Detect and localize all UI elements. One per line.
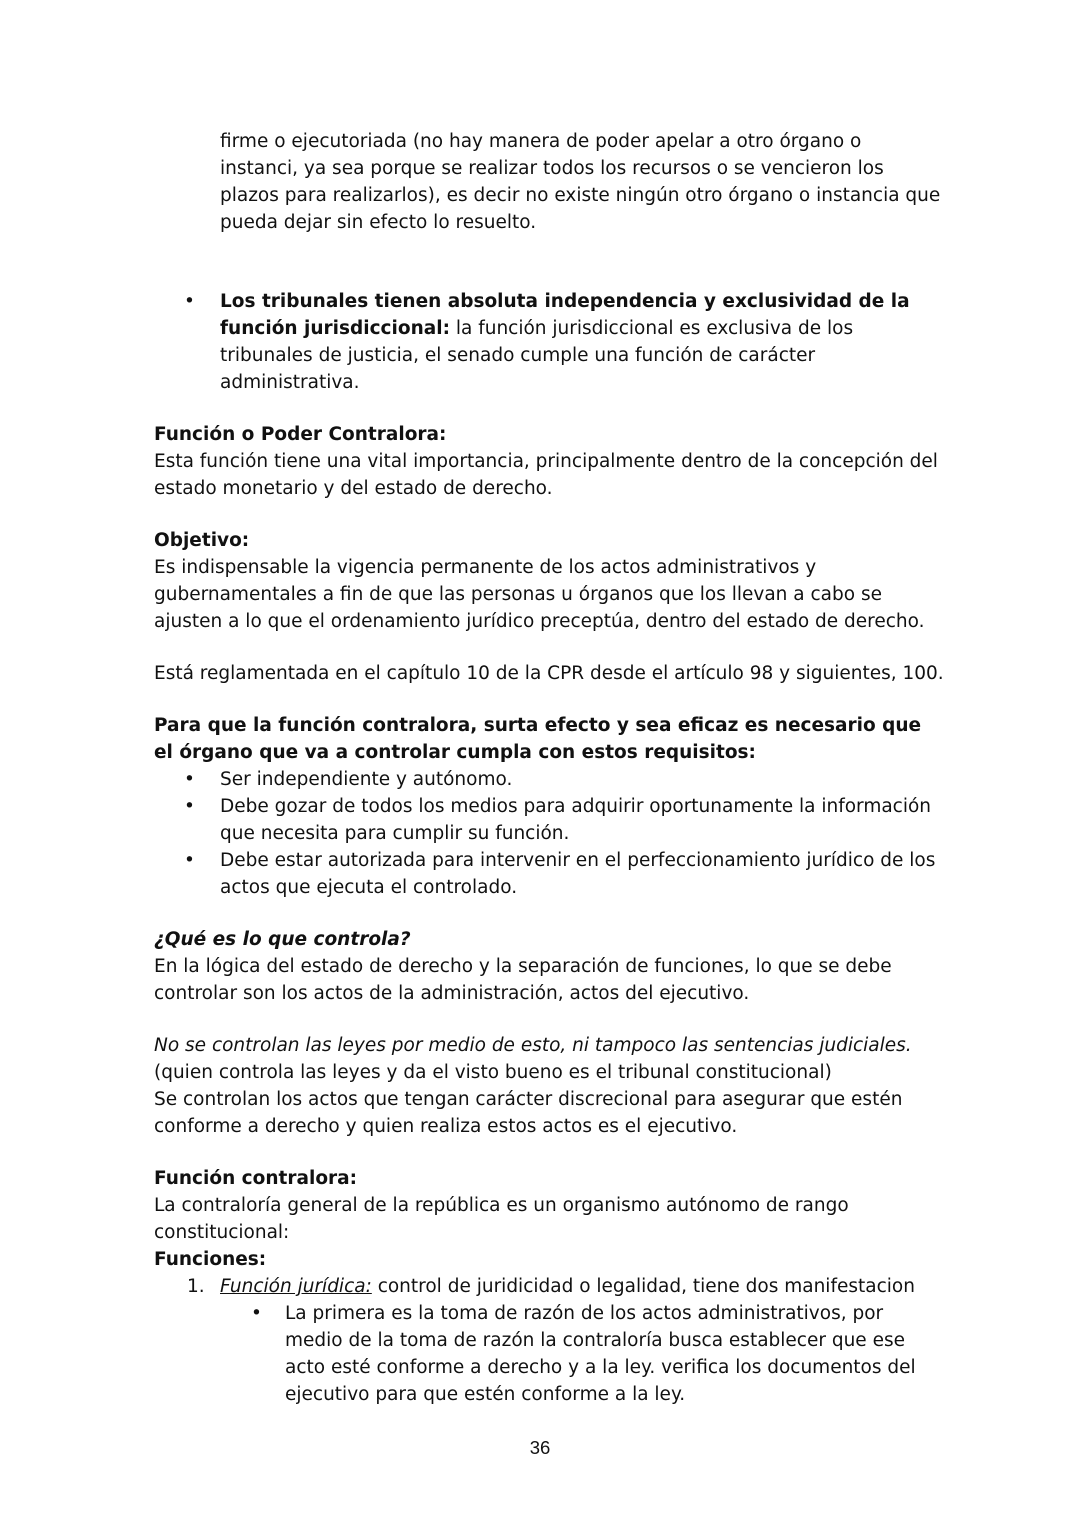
section-heading: Objetivo: — [154, 530, 250, 551]
list-item: • Debe gozar de todos los medios para adquirir oportunamente la información que necesita para cumplir su función. — [154, 793, 944, 847]
section-heading: Función contralora: — [154, 1168, 358, 1189]
list-item: • Debe estar autorizada para intervenir en el perfeccionamiento jurídico de los actos que ejecuta el controlado. — [154, 847, 944, 901]
italic-note: No se controlan las leyes por medio de esto, ni tampoco las sentencias judiciales. — [154, 1035, 912, 1056]
function-label: Función jurídica: — [220, 1276, 372, 1297]
note-line: (quien controla las leyes y da el visto bueno es el tribunal constitucional) — [154, 1062, 832, 1083]
funciones-sublist — [154, 1300, 944, 1408]
list-item — [154, 1273, 944, 1300]
section-heading: Para que la función contralora, surta efecto y sea eficaz es necesario que el órgano que va a controlar cumpla con estos requisitos: — [154, 715, 922, 763]
intro-paragraph: firme o ejecutoriada (no hay manera de poder apelar a otro órgano o instanci, ya sea porque se realizar todos los recursos o se vencieron los plazos para realizarlos), es decir no existe ningún otro órgano o instancia que pueda dejar sin efecto lo resuelto. — [220, 131, 941, 233]
section-text: La contraloría general de la república es un organismo autónomo de rango constitucional: — [154, 1195, 849, 1243]
reglamentada-paragraph: Está reglamentada en el capítulo 10 de la CPR desde el artículo 98 y siguientes, 100. — [154, 663, 944, 684]
section-text: En la lógica del estado de derecho y la separación de funciones, lo que se debe controlar son los actos de la administración, actos del ejecutivo. — [154, 956, 892, 1004]
section-heading: Función o Poder Contralora: — [154, 424, 447, 445]
list-item: • La primera es la toma de razón de los actos administrativos, por medio de la toma de razón la contraloría busca establecer que ese acto esté conforme a derecho y a la ley. verifica los documentos del ejecutivo para que estén conforme a la ley. — [154, 1300, 944, 1408]
requisitos-list — [154, 766, 944, 901]
list-item — [154, 288, 944, 396]
list-item: • Ser independiente y autónomo. — [154, 766, 944, 793]
page-number: 36 — [529, 1437, 551, 1458]
note-line: Se controlan los actos que tengan carácter discrecional para asegurar que estén conforme a derecho y quien realiza estos actos es el ejecutivo. — [154, 1089, 903, 1137]
tribunales-list — [154, 288, 944, 396]
section-subheading: Funciones: — [154, 1249, 267, 1270]
bullet-bold-text: Los tribunales tienen absoluta independencia y exclusividad de la función jurisdiccional: — [220, 291, 910, 339]
section-heading: ¿Qué es lo que controla? — [154, 929, 411, 950]
list-number: 1. — [187, 1276, 205, 1297]
section-text: Es indispensable la vigencia permanente de los actos administrativos y gubernamentales a fin de que las personas u órganos que los llevan a cabo se ajusten a lo que el ordenamiento jurídico preceptúa, dentro del estado de derecho. — [154, 557, 925, 632]
funciones-list — [154, 1273, 944, 1300]
section-text: Esta función tiene una vital importancia, principalmente dentro de la concepción del estado monetario y del estado de derecho. — [154, 451, 938, 499]
bullet-text: la función jurisdiccional es exclusiva de los tribunales de justicia, el senado cumple una función de carácter administrativa. — [220, 318, 854, 393]
function-text: control de juridicidad o legalidad, tiene dos manifestacion — [371, 1276, 915, 1297]
page-content — [154, 128, 944, 1408]
